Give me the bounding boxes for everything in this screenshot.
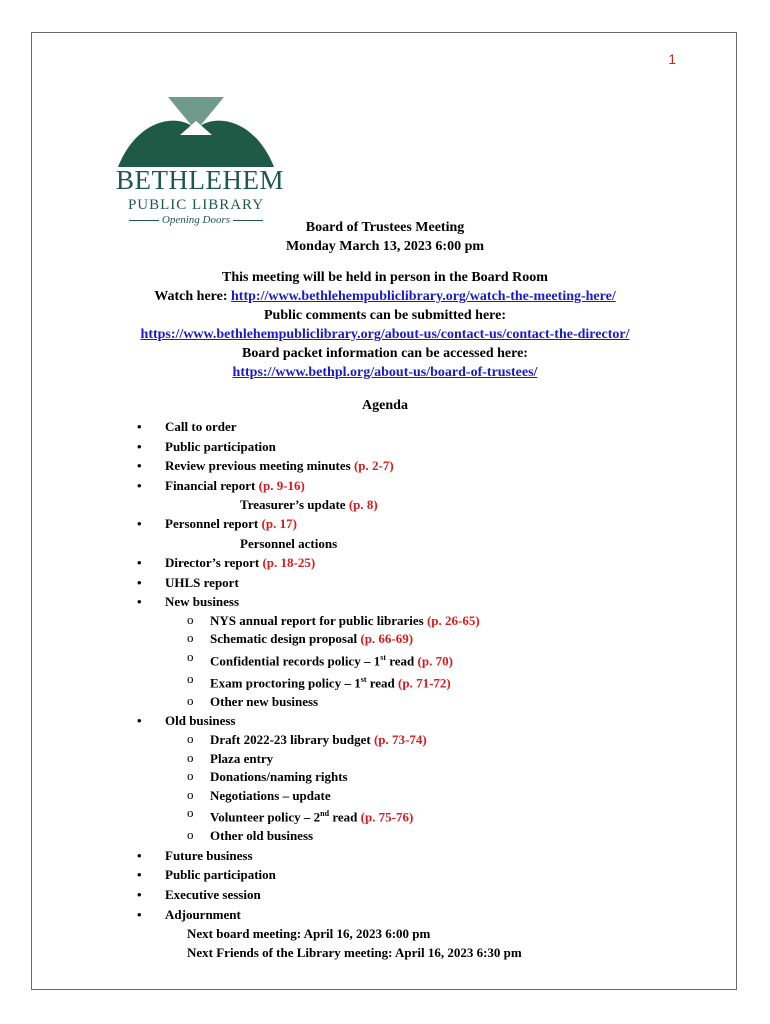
comments-line: [32, 325, 738, 344]
agenda-item: • Public participation: [32, 437, 738, 457]
agenda-subitem: o Schematic design proposal (p. 66-69): [32, 630, 738, 649]
meeting-title: Board of Trustees Meeting: [305, 220, 465, 235]
old-business-list: [165, 731, 738, 846]
agenda-subitem: o Exam proctoring policy – 1st read (p. 71-72): [32, 671, 738, 693]
page-ref: (p. 66-69): [360, 631, 414, 647]
page-ref: (p. 9-16): [258, 477, 305, 493]
page-ref: (p. 26-65): [426, 612, 480, 628]
logo-tagline-text: Opening Doors: [161, 214, 231, 226]
agenda-subitem: o Donations/naming rights: [32, 768, 738, 787]
agenda-subitem: o Other new business: [32, 693, 738, 712]
comments-label: Public comments can be submitted here:: [264, 308, 506, 323]
page-ref: (p. 18-25): [262, 554, 316, 570]
page-ref: (p. 70): [417, 653, 453, 669]
agenda-subitem: o Plaza entry: [32, 750, 738, 769]
agenda-subitem: o Other old business: [32, 827, 738, 846]
agenda-item: • UHLS report: [32, 573, 738, 593]
watch-line: [32, 287, 738, 306]
watch-link[interactable]: http://www.bethlehempubliclibrary.org/watch-the-meeting-here/: [231, 289, 616, 304]
agenda-title: Agenda: [362, 398, 408, 413]
agenda-item: • Public participation: [32, 865, 738, 885]
agenda-subitem: o Negotiations – update: [32, 787, 738, 806]
agenda-subitem: o NYS annual report for public libraries (p. 26-65): [32, 612, 738, 631]
page-ref: (p. 73-74): [373, 731, 427, 747]
page-ref: (p. 8): [348, 497, 378, 513]
agenda-item: • Financial report (p. 9-16) Treasurer’s update (p. 8): [32, 476, 738, 515]
page-ref: (p. 17): [261, 516, 297, 532]
logo-emblem-icon: [116, 91, 276, 169]
meeting-date: Monday March 13, 2023 6:00 pm: [285, 239, 485, 254]
document-page: [31, 32, 737, 990]
agenda-item: • Executive session: [32, 885, 738, 905]
agenda-item: • Call to order: [32, 417, 738, 437]
new-business-list: [165, 612, 738, 712]
contact-director-link[interactable]: https://www.bethlehempubliclibrary.org/about-us/contact-us/contact-the-director/: [140, 327, 630, 342]
agenda-subitem: o Volunteer policy – 2nd read (p. 75-76): [32, 805, 738, 827]
agenda-item: • Director’s report (p. 18-25): [32, 553, 738, 573]
agenda-item: • Old business o Draft 2022-23 library budget (p. 73-74) o Plaza entry o Donations/naming rights o Negotiations – update o Volunteer policy – 2nd read (p. 75-76) o Other old business: [32, 711, 738, 845]
agenda-subitem: o Confidential records policy – 1st read (p. 70): [32, 649, 738, 671]
logo-name: BETHLEHEM: [116, 165, 284, 195]
page-ref: (p. 2-7): [353, 458, 394, 474]
board-of-trustees-link[interactable]: https://www.bethpl.org/about-us/board-of-trustees/: [232, 365, 538, 380]
document-content: [32, 218, 738, 962]
agenda-subitem: Personnel actions: [240, 535, 338, 551]
watch-label: Watch here:: [154, 289, 232, 304]
agenda-item: • Future business: [32, 846, 738, 866]
page-ref: (p. 71-72): [398, 675, 451, 691]
packet-line: [32, 363, 738, 382]
logo-subtitle: PUBLIC LIBRARY: [127, 197, 265, 213]
agenda-subitem: o Draft 2022-23 library budget (p. 73-74): [32, 731, 738, 750]
agenda-item: • New business o NYS annual report for public libraries (p. 26-65) o Schematic design proposal (p. 66-69) o Confidential records policy – 1st read (p. 70) o Exam proctoring policy – 1st read (p. 71-72) o Other new business: [32, 592, 738, 711]
next-friends-meeting: Next Friends of the Library meeting: April 16, 2023 6:30 pm: [187, 945, 522, 961]
agenda-list: [32, 417, 738, 962]
page-number: 1: [668, 51, 676, 67]
location-note: This meeting will be held in person in the Board Room: [222, 270, 548, 285]
agenda-item: • Review previous meeting minutes (p. 2-7): [32, 456, 738, 476]
agenda-subitem: Treasurer’s update (p. 8): [240, 497, 378, 513]
packet-label: Board packet information can be accessed here:: [242, 346, 528, 361]
next-board-meeting: Next board meeting: April 16, 2023 6:00 pm: [187, 926, 431, 942]
agenda-item: • Personnel report (p. 17) Personnel actions: [32, 514, 738, 553]
page-ref: (p. 75-76): [360, 809, 414, 825]
agenda-item: • Adjournment Next board meeting: April 16, 2023 6:00 pm Next Friends of the Library meeting: April 16, 2023 6:30 pm: [32, 905, 738, 963]
library-logo: [116, 91, 284, 231]
